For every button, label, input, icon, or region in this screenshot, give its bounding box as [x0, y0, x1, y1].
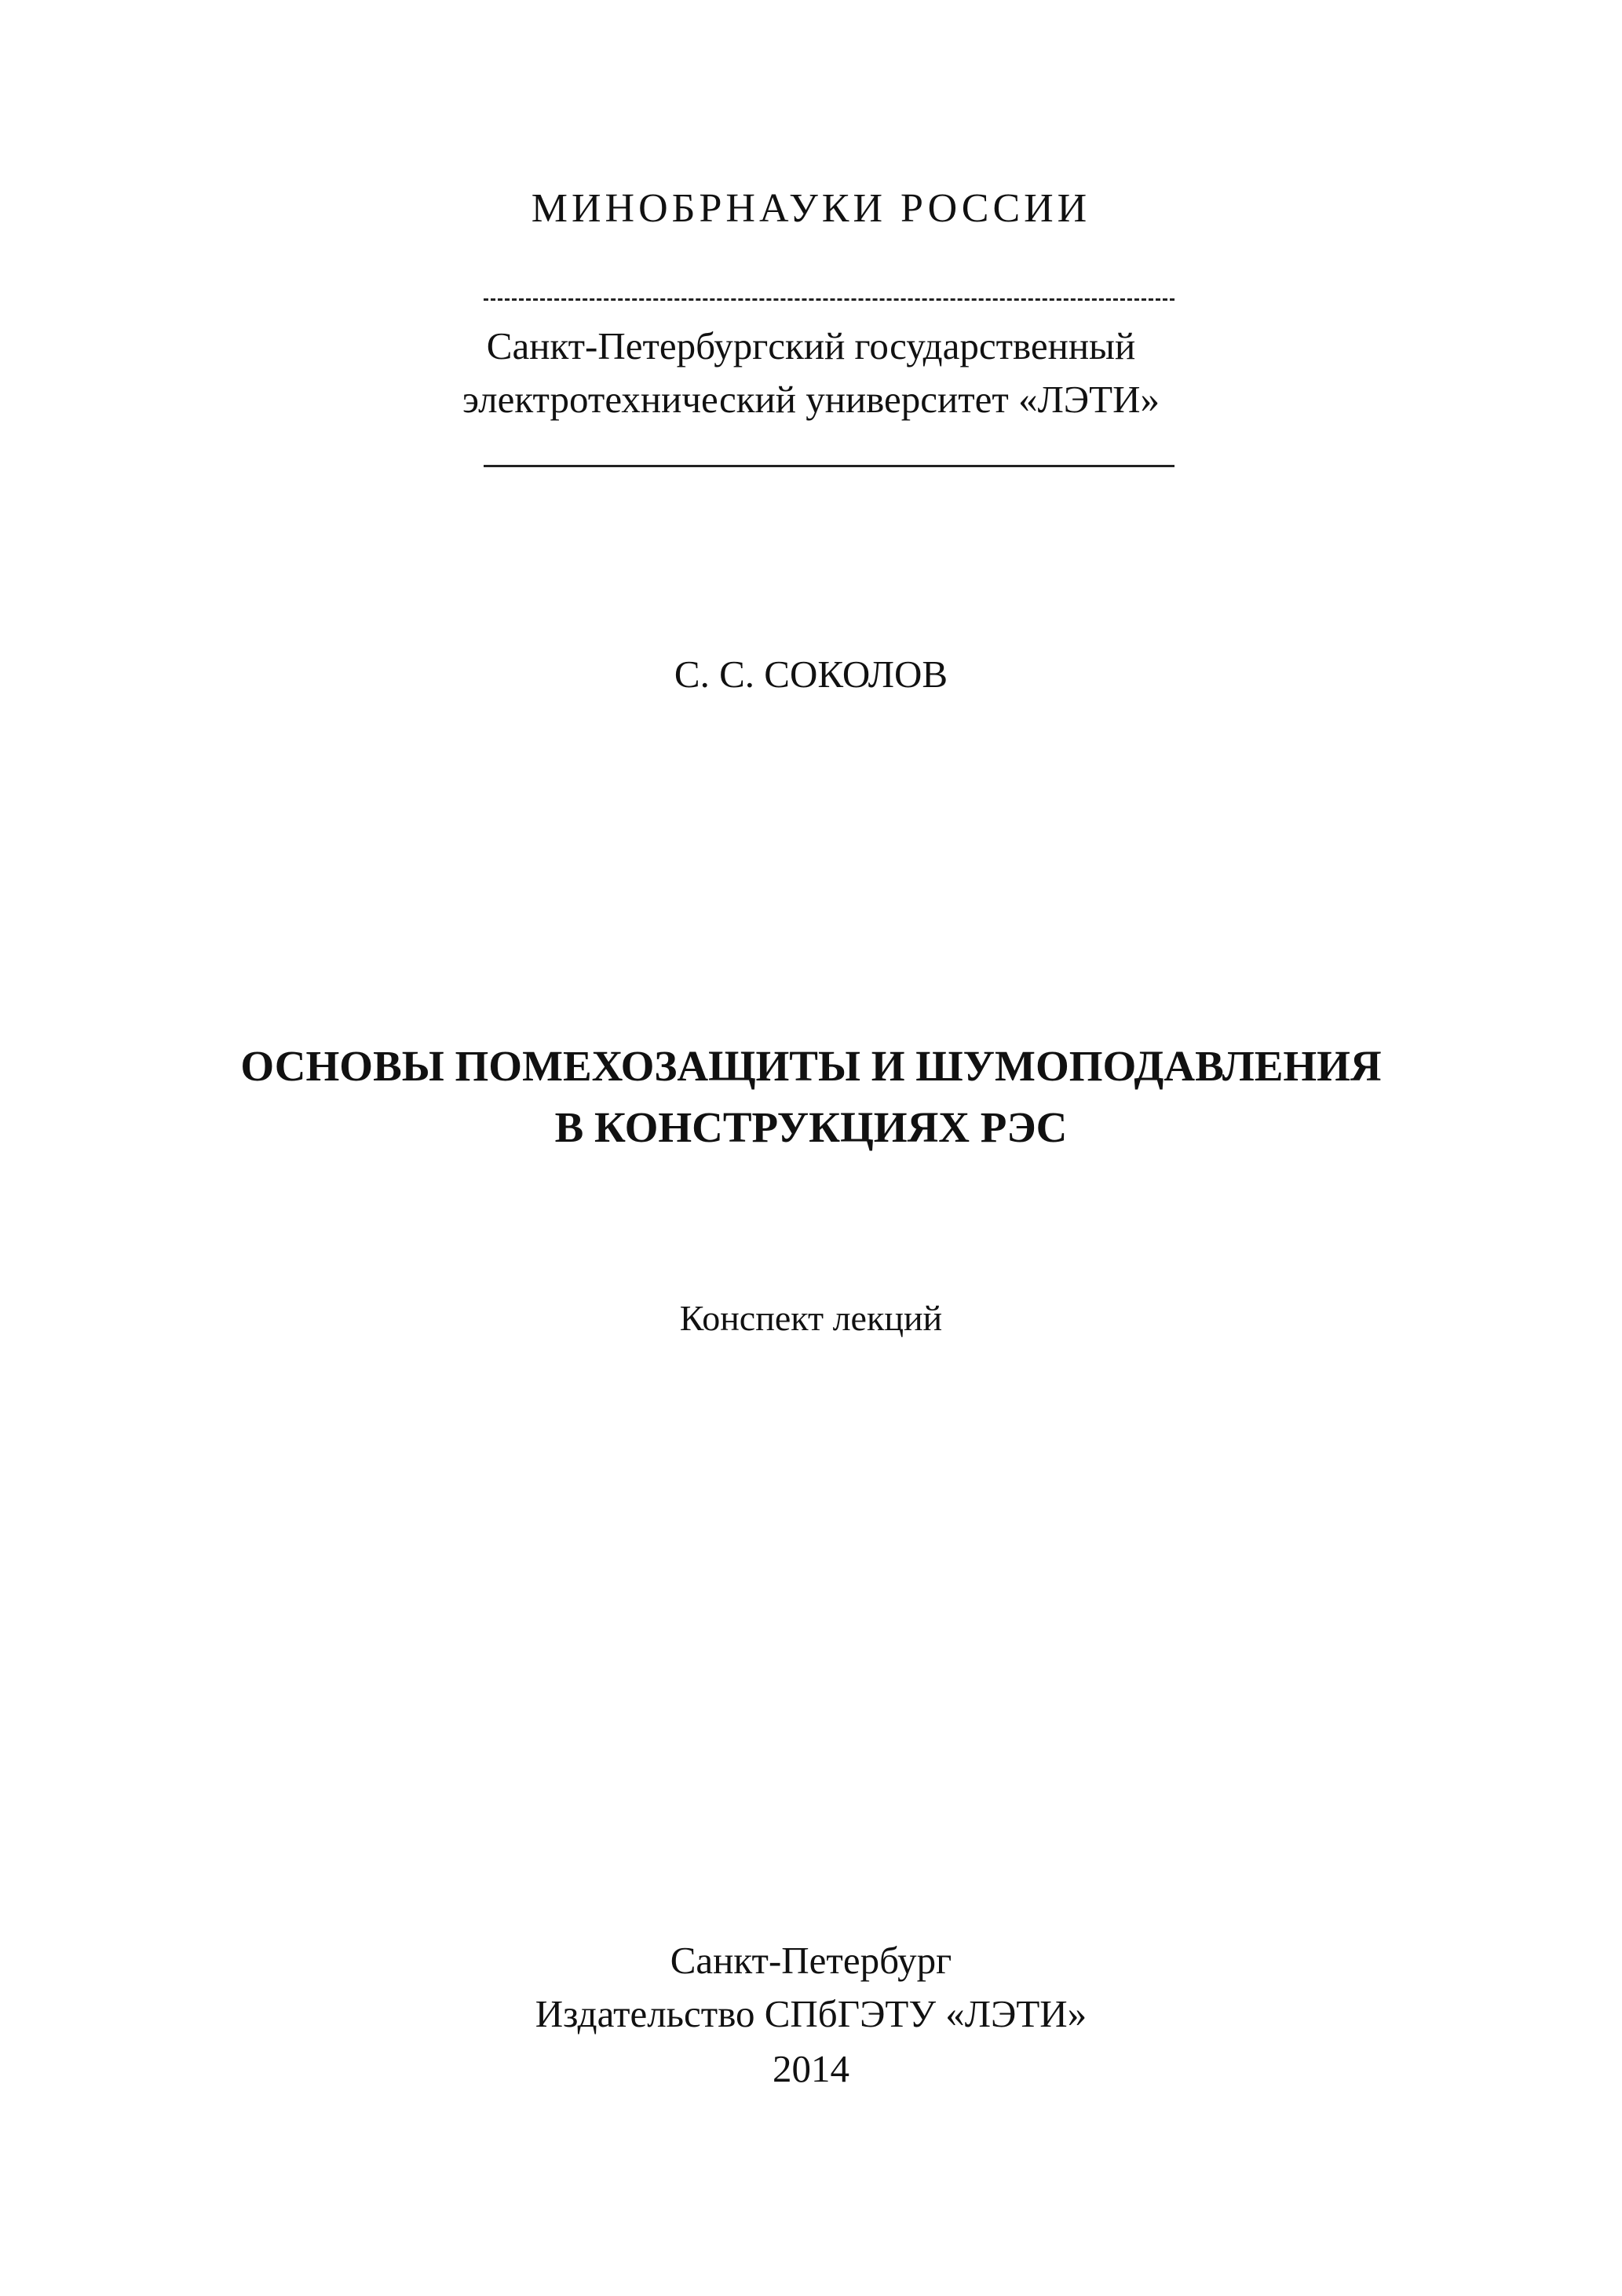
author-name: С. С. СОКОЛОВ — [674, 653, 948, 696]
university-name-line-1: Санкт-Петербургский государственный — [486, 324, 1136, 367]
ministry-name: МИНОБРНАУКИ РОССИИ — [531, 186, 1091, 231]
book-title-line-2: В КОНСТРУКЦИЯХ РЭС — [554, 1103, 1068, 1151]
university-name-line-2: электротехнический университет «ЛЭТИ» — [462, 378, 1160, 421]
book-subtitle: Конспект лекций — [679, 1298, 943, 1338]
publication-city: Санкт-Петербург — [670, 1939, 952, 1982]
book-title-line-1: ОСНОВЫ ПОМЕХОЗАЩИТЫ И ШУМОПОДАВЛЕНИЯ — [240, 1042, 1382, 1090]
bottom-divider — [484, 465, 1174, 467]
top-divider — [484, 298, 1174, 301]
publisher-name: Издательство СПбГЭТУ «ЛЭТИ» — [535, 1992, 1087, 2035]
publication-year: 2014 — [773, 2047, 849, 2090]
